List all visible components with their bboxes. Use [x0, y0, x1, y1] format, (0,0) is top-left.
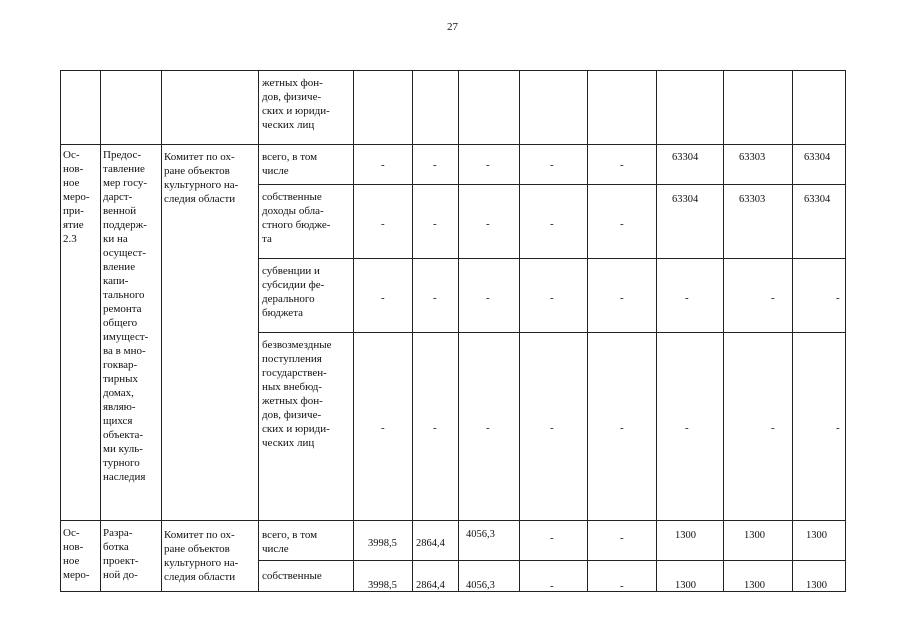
- value-cell: -: [836, 292, 840, 304]
- source-cell: всего, в том числе: [262, 151, 318, 177]
- value-cell: -: [685, 422, 689, 434]
- value-cell: -: [381, 159, 385, 171]
- value-cell: -: [486, 159, 490, 171]
- source-cell: субвенции и субсидии фе- дерального бюджета: [262, 265, 325, 319]
- value-cell: -: [433, 218, 437, 230]
- value-cell: 2864,4: [416, 538, 445, 549]
- table-rule: [458, 70, 459, 592]
- value-cell: -: [381, 218, 385, 230]
- table-rule: [258, 184, 846, 185]
- value-cell: -: [620, 580, 624, 592]
- value-cell: -: [381, 422, 385, 434]
- value-cell: -: [550, 422, 554, 434]
- value-cell: -: [620, 159, 624, 171]
- table-rule: [100, 70, 101, 592]
- table-rule: [845, 70, 846, 592]
- value-cell: -: [771, 422, 775, 434]
- value-cell: 4056,3: [466, 580, 495, 591]
- table-rule: [60, 144, 846, 145]
- value-cell: -: [550, 580, 554, 592]
- description-cell: Предос- тавление мер госу- дарст- венной поддерж- ки на осущест- вление капи- тального ремонта общего имущест- ва в мно- гоквар- тирных домах, являю- щихся объекта- ми куль- турного наследия: [103, 149, 149, 483]
- value-cell: -: [433, 292, 437, 304]
- value-cell: -: [620, 532, 624, 544]
- value-cell: 1300: [744, 530, 765, 541]
- event-cell: Ос- нов- ное меро- при- ятие 2.3: [63, 149, 90, 245]
- value-cell: 63304: [672, 194, 699, 205]
- table-rule: [723, 70, 724, 592]
- value-cell: -: [486, 292, 490, 304]
- value-cell: -: [550, 292, 554, 304]
- description-cell: Разра- ботка проект- ной до-: [103, 527, 139, 581]
- table-rule: [353, 70, 354, 592]
- value-cell: -: [620, 218, 624, 230]
- value-cell: -: [486, 422, 490, 434]
- value-cell: 1300: [744, 580, 765, 591]
- source-cell: жетных фон- дов, физиче- ских и юриди- ческих лиц: [262, 77, 330, 131]
- value-cell: -: [620, 422, 624, 434]
- value-cell: 1300: [675, 580, 696, 591]
- source-cell: всего, в том числе: [262, 529, 318, 555]
- table-rule: [258, 258, 846, 259]
- value-cell: 2864,4: [416, 580, 445, 591]
- value-cell: 63303: [739, 194, 766, 205]
- value-cell: 3998,5: [368, 538, 397, 549]
- executor-cell: Комитет по ох- ране объектов культурного на- следия области: [164, 529, 239, 583]
- source-cell: собственные: [262, 570, 322, 582]
- budget-table: [60, 70, 846, 592]
- source-cell: собственные доходы обла- стного бюдже- та: [262, 191, 331, 245]
- value-cell: -: [381, 292, 385, 304]
- table-rule: [792, 70, 793, 592]
- table-rule: [587, 70, 588, 592]
- value-cell: 1300: [806, 530, 827, 541]
- value-cell: 63304: [804, 194, 831, 205]
- value-cell: -: [550, 532, 554, 544]
- table-rule: [656, 70, 657, 592]
- value-cell: -: [486, 218, 490, 230]
- value-cell: -: [550, 218, 554, 230]
- table-rule: [60, 70, 846, 71]
- table-rule: [161, 70, 162, 592]
- value-cell: -: [550, 159, 554, 171]
- table-rule: [258, 560, 846, 561]
- value-cell: -: [771, 292, 775, 304]
- value-cell: -: [433, 159, 437, 171]
- value-cell: 4056,3: [466, 529, 495, 540]
- table-rule: [60, 520, 846, 521]
- table-rule: [258, 70, 259, 592]
- table-rule: [60, 591, 846, 592]
- value-cell: -: [433, 422, 437, 434]
- page-number: 27: [447, 21, 458, 33]
- value-cell: 3998,5: [368, 580, 397, 591]
- value-cell: -: [620, 292, 624, 304]
- value-cell: 1300: [675, 530, 696, 541]
- event-cell: Ос- нов- ное меро-: [63, 527, 90, 581]
- table-rule: [60, 70, 61, 592]
- value-cell: -: [836, 422, 840, 434]
- value-cell: 63304: [804, 152, 831, 163]
- table-rule: [412, 70, 413, 592]
- table-rule: [519, 70, 520, 592]
- table-rule: [258, 332, 846, 333]
- source-cell: безвозмездные поступления государствен- ных внебюд- жетных фон- дов, физиче- ских и юриди- ческих лиц: [262, 339, 332, 449]
- value-cell: 1300: [806, 580, 827, 591]
- value-cell: 63304: [672, 152, 699, 163]
- value-cell: -: [685, 292, 689, 304]
- value-cell: 63303: [739, 152, 766, 163]
- executor-cell: Комитет по ох- ране объектов культурного на- следия области: [164, 151, 239, 205]
